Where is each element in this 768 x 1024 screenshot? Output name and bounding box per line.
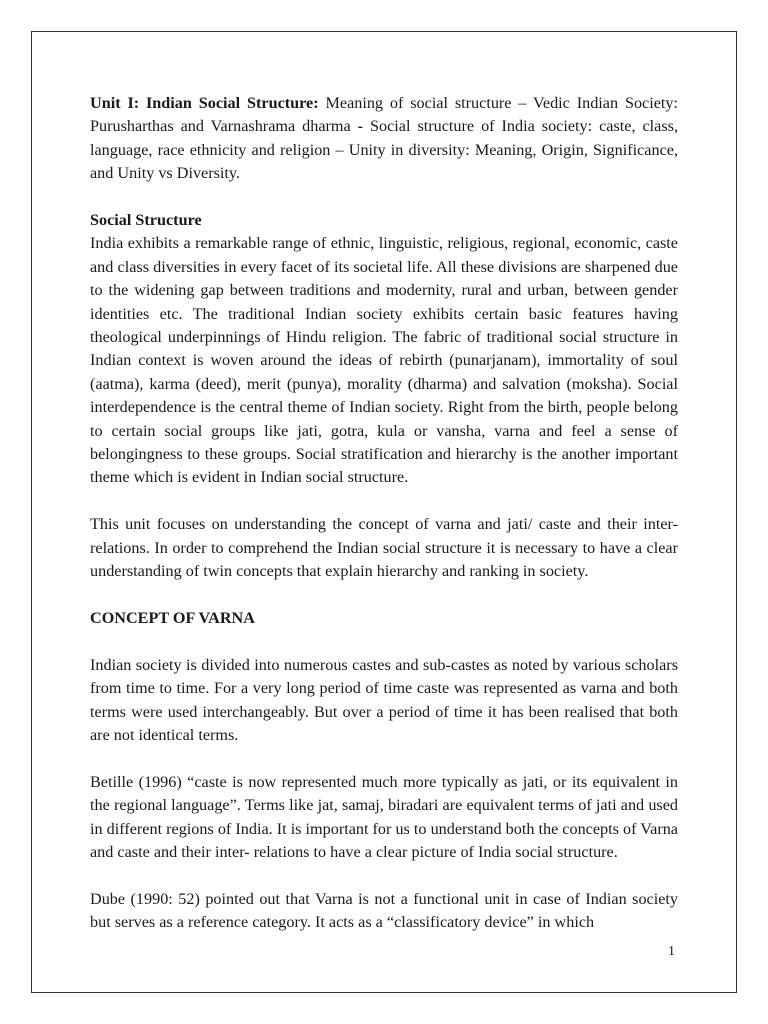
unit-title: Unit I: Indian Social Structure: (90, 94, 319, 112)
page-number: 1 (668, 944, 675, 959)
unit-intro-text-2: Social structure of India society: caste, class, language, race ethnicity and religion – Unity in diversity: Meaning, Origin, Significance, and Unity vs Diversity. (90, 117, 678, 183)
document-body (90, 92, 678, 935)
unit-intro-text-1: Meaning of social structure – Vedic Indian Society: Purusharthas and Varnashrama dharma (90, 94, 678, 136)
social-structure-paragraph-2: This unit focuses on understanding the concept of varna and jati/ caste and their inter-relations. In order to comprehend the Indian social structure it is necessary to have a clear understanding of twin concepts that explain hierarchy and ranking in society. (90, 515, 678, 581)
unit-intro-dash: - (357, 117, 364, 136)
concept-of-varna-heading: CONCEPT OF VARNA (90, 608, 255, 627)
varna-paragraph-2: Betille (1996) “caste is now represented much more typically as jati, or its equivalent in the regional language”. Terms like jat, samaj, biradari are equivalent terms of jati and used in different regions of India. It is important for us to understand both the concepts of Varna and caste and their inter- relations to have a clear picture of India social structure. (90, 772, 678, 861)
varna-paragraph-3: Dube (1990: 52) pointed out that Varna is not a functional unit in case of Indian society but serves as a reference category. It acts as a “classificatory device” in which (90, 889, 678, 932)
varna-paragraph-1: Indian society is divided into numerous castes and sub-castes as noted by various scholars from time to time. For a very long period of time caste was represented as varna and both terms were used interchangeably. But over a period of time it has been realised that both are not identical terms. (90, 655, 678, 744)
unit-intro-paragraph (90, 92, 678, 186)
social-structure-heading: Social Structure (90, 211, 202, 230)
social-structure-paragraph-1: India exhibits a remarkable range of ethnic, linguistic, religious, regional, economic, caste and class diversities in every facet of its societal life. All these divisions are sharpened due to the widening gap between traditions and modernity, rural and urban, between gender identities etc. The traditional Indian society exhibits certain basic features having theological underpinnings of Hindu religion. The fabric of traditional social structure in Indian context is woven around the ideas of rebirth (punarjanam), immortality of soul (aatma), karma (deed), merit (punya), morality (dharma) and salvation (moksha). Social interdependence is the central theme of Indian society. Right from the birth, people belong to certain social groups like jati, gotra, kula or vansha, varna and feel a sense of belongingness to these groups. Social stratification and hierarchy is the another important theme which is evident in Indian social structure. (90, 234, 678, 487)
